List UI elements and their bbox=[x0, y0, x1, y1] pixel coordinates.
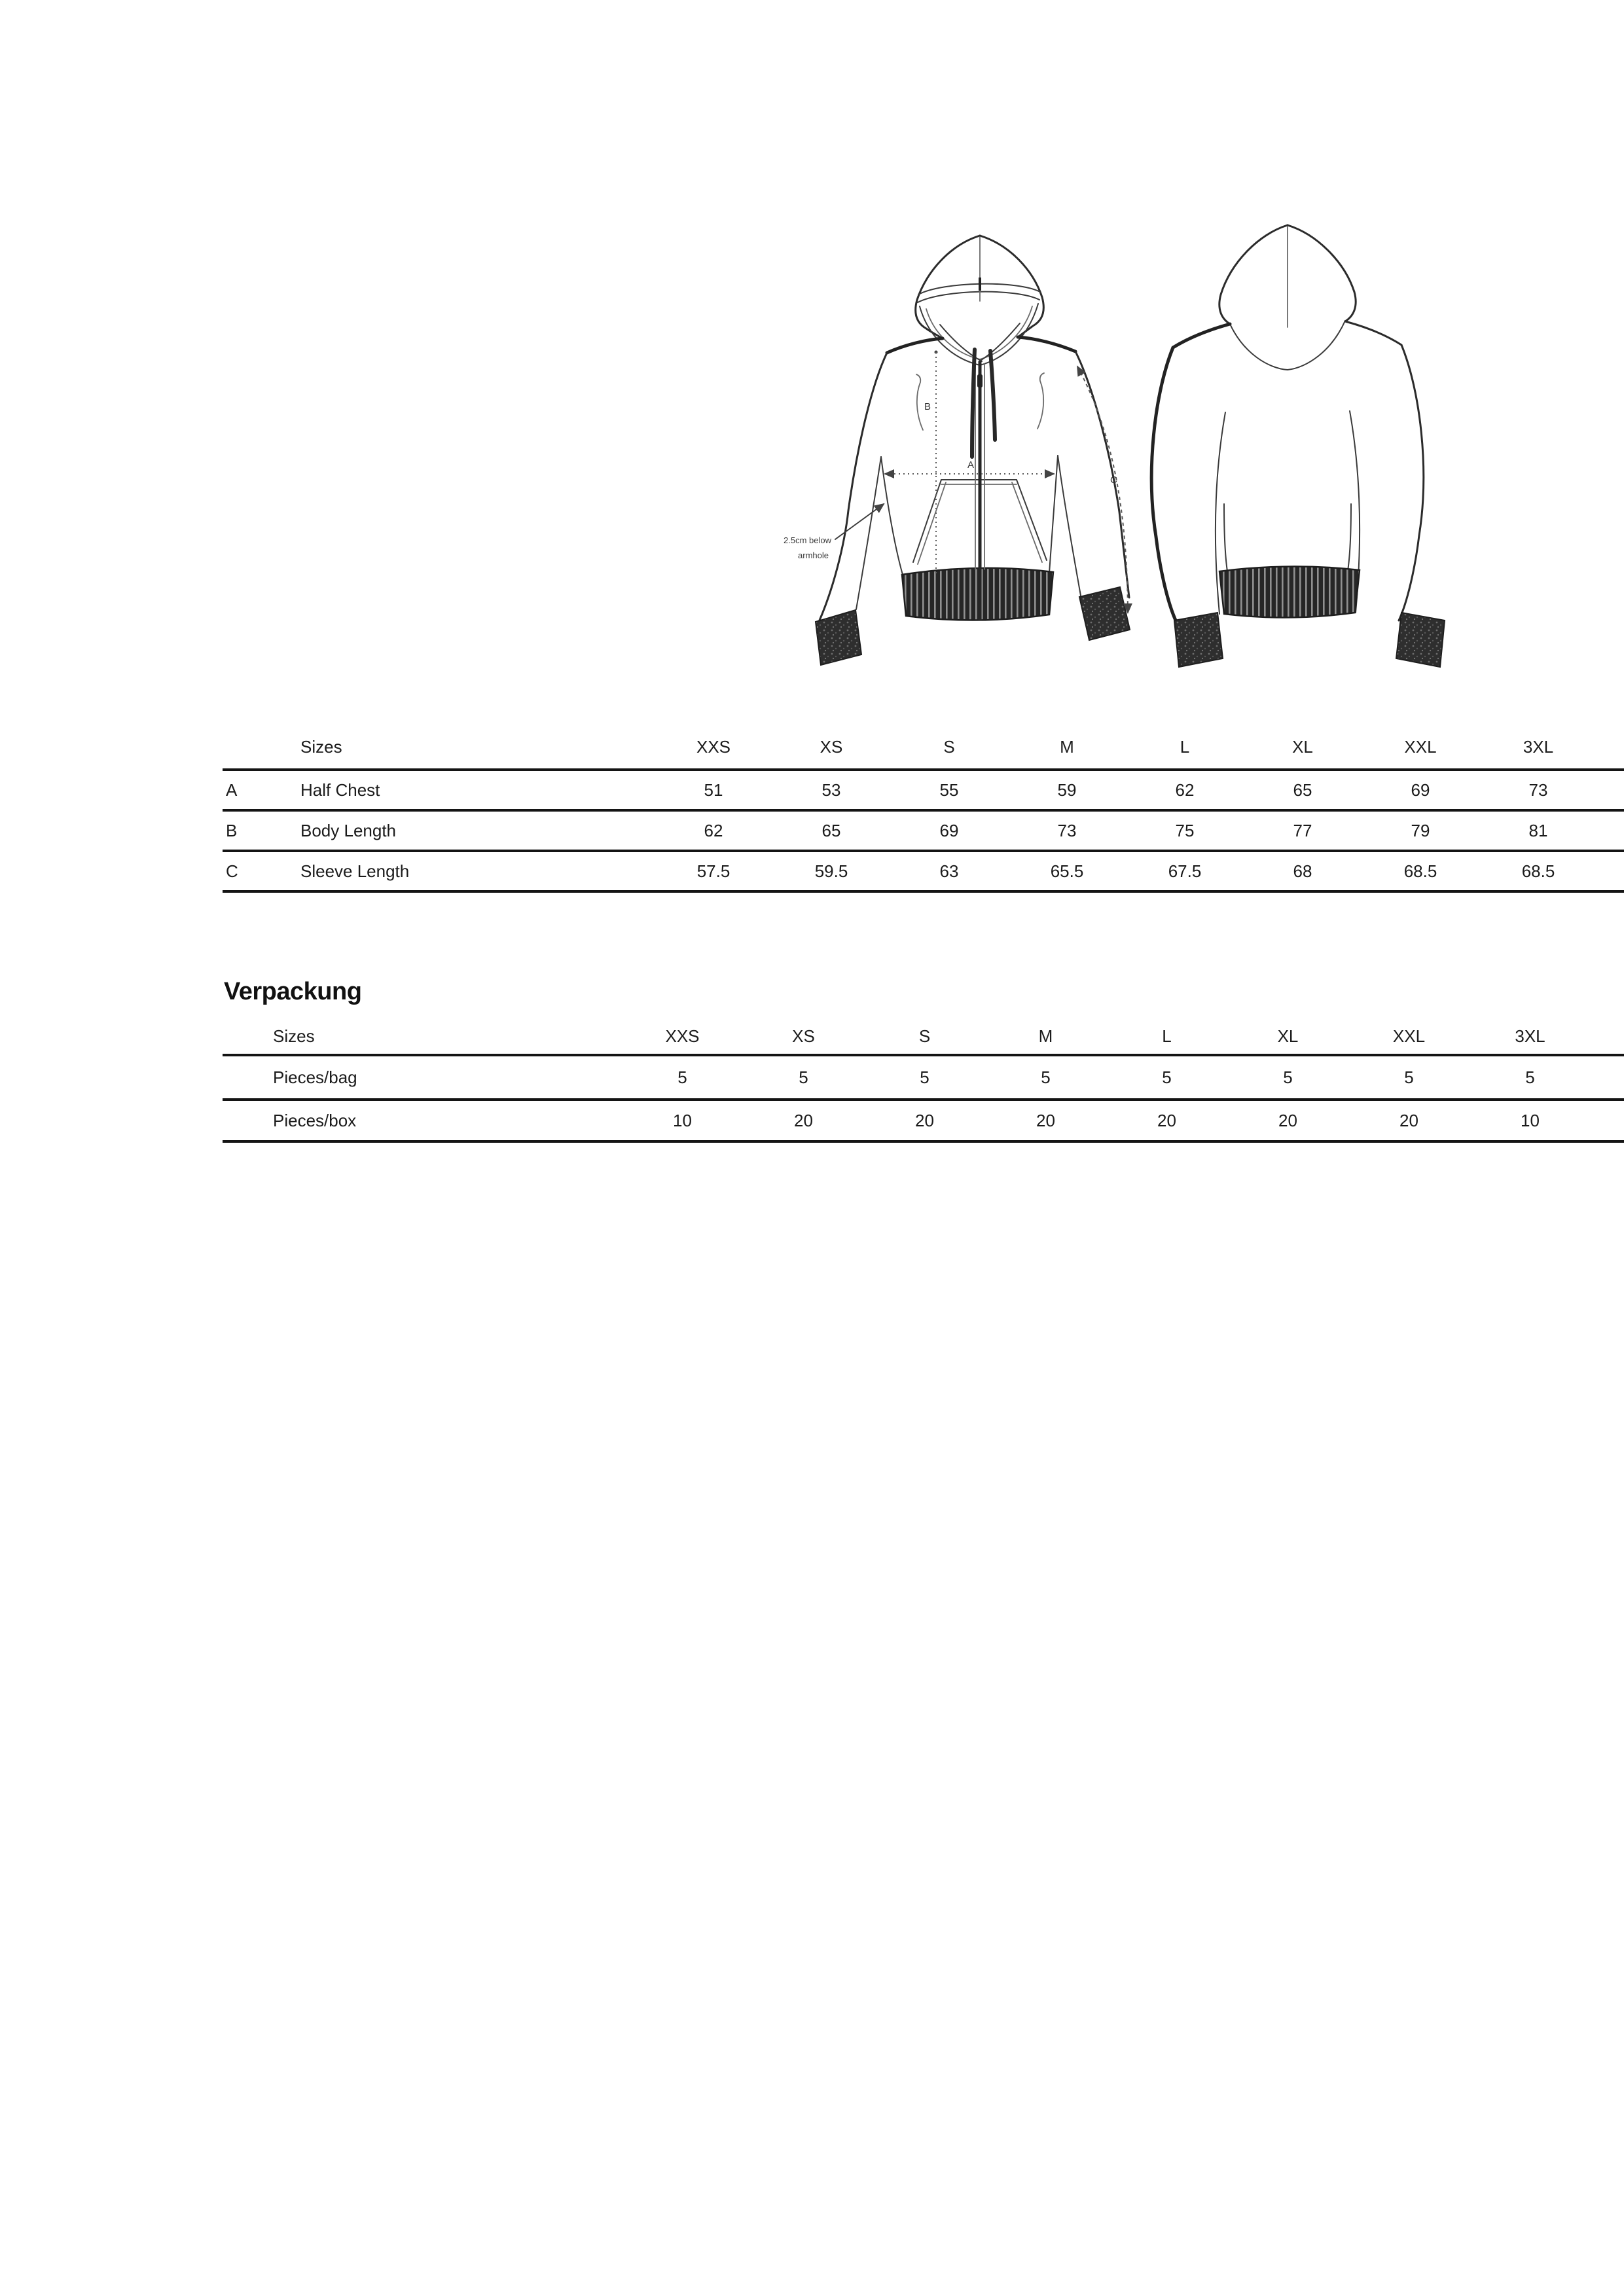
empty-cell bbox=[1597, 725, 1624, 770]
row-label: Pieces/bag bbox=[223, 1055, 622, 1100]
front-right-armhole-seam bbox=[1038, 373, 1044, 429]
cell-value: 68.5 bbox=[1479, 851, 1597, 891]
back-left-side-seam bbox=[1224, 504, 1227, 571]
cell-value: 57.5 bbox=[655, 851, 772, 891]
cell-value: 77 bbox=[1244, 810, 1362, 851]
table-row-half-chest bbox=[223, 770, 1624, 810]
size-col-header-xl: XL bbox=[1227, 1018, 1348, 1055]
front-left-armhole-seam bbox=[916, 374, 923, 430]
measure-line-a bbox=[885, 459, 1054, 474]
cell-value: 68 bbox=[1244, 851, 1362, 891]
sizes-header-label: Sizes bbox=[298, 725, 655, 770]
cell-value: 51 bbox=[655, 770, 772, 810]
cell-value: 65.5 bbox=[1008, 851, 1126, 891]
size-col-header-xxs: XXS bbox=[622, 1018, 743, 1055]
cell-value: 73 bbox=[1008, 810, 1126, 851]
right-drawcord bbox=[990, 351, 995, 440]
front-left-cuff bbox=[816, 610, 861, 665]
size-col-header-m: M bbox=[985, 1018, 1106, 1055]
sizes-header-label: Sizes bbox=[223, 1018, 622, 1055]
size-col-header-xl: XL bbox=[1244, 725, 1362, 770]
cell-value: 62 bbox=[1126, 770, 1244, 810]
row-label: Pieces/box bbox=[223, 1100, 622, 1141]
hoodie-front-view bbox=[784, 236, 1130, 665]
size-col-header-l: L bbox=[1126, 725, 1244, 770]
cell-value: 59.5 bbox=[772, 851, 890, 891]
packaging-section-title: Verpackung bbox=[224, 978, 362, 1005]
cell-value: 68.5 bbox=[1362, 851, 1479, 891]
back-right-side-seam bbox=[1348, 504, 1351, 571]
back-hem-ribbing bbox=[1219, 566, 1360, 617]
packaging-table-header-row bbox=[223, 1018, 1624, 1055]
row-letter: A bbox=[223, 770, 298, 810]
measure-line-c bbox=[1077, 367, 1128, 613]
front-right-side-seam bbox=[1049, 456, 1058, 573]
cell-value: 20 bbox=[864, 1100, 985, 1141]
cell-value: 73 bbox=[1479, 770, 1597, 810]
hoodie-technical-drawing bbox=[720, 196, 1506, 687]
size-col-header-l: L bbox=[1106, 1018, 1227, 1055]
cell-value: 5 bbox=[1348, 1055, 1470, 1100]
armhole-annotation-line2: armhole bbox=[798, 550, 829, 560]
cell-value: 59 bbox=[1008, 770, 1126, 810]
row-label: Body Length bbox=[298, 810, 655, 851]
back-left-cuff bbox=[1174, 613, 1223, 667]
front-right-shoulder-seam bbox=[1018, 337, 1075, 351]
cell-value: 5 bbox=[1106, 1055, 1227, 1100]
size-col-header-xxl: XXL bbox=[1362, 725, 1479, 770]
table-row-pieces-box bbox=[223, 1100, 1624, 1141]
measure-label-c: C bbox=[1110, 475, 1117, 486]
hood-front bbox=[916, 236, 1044, 365]
size-table-header-row bbox=[223, 725, 1624, 770]
front-hem-ribbing bbox=[902, 568, 1053, 620]
cell-value: 65 bbox=[772, 810, 890, 851]
cell-value: 20 bbox=[985, 1100, 1106, 1141]
cell-value: 67.5 bbox=[1126, 851, 1244, 891]
cell-value: 20 bbox=[1106, 1100, 1227, 1141]
measure-label-a: A bbox=[967, 459, 975, 471]
cell-value: 55 bbox=[890, 770, 1008, 810]
cell-value: 75 bbox=[1126, 810, 1244, 851]
size-col-header-xs: XS bbox=[772, 725, 890, 770]
cell-value: 10 bbox=[622, 1100, 743, 1141]
cell-value: 81 bbox=[1479, 810, 1597, 851]
cell-value: 20 bbox=[743, 1100, 864, 1141]
size-col-header-xxl: XXL bbox=[1348, 1018, 1470, 1055]
empty-cell bbox=[1591, 1100, 1624, 1141]
measure-label-b: B bbox=[924, 401, 931, 412]
row-label: Half Chest bbox=[298, 770, 655, 810]
size-col-header-xs: XS bbox=[743, 1018, 864, 1055]
armhole-annotation-line1: 2.5cm below bbox=[784, 535, 831, 545]
table-row-pieces-bag bbox=[223, 1055, 1624, 1100]
cell-value: 69 bbox=[890, 810, 1008, 851]
row-letter: C bbox=[223, 851, 298, 891]
cell-value: 20 bbox=[1227, 1100, 1348, 1141]
cell-value: 20 bbox=[1348, 1100, 1470, 1141]
left-drawcord bbox=[972, 350, 975, 457]
cell-value: 5 bbox=[1470, 1055, 1591, 1100]
empty-cell bbox=[1597, 851, 1624, 891]
cell-value: 79 bbox=[1362, 810, 1479, 851]
cell-value: 53 bbox=[772, 770, 890, 810]
cell-value: 69 bbox=[1362, 770, 1479, 810]
cell-value: 63 bbox=[890, 851, 1008, 891]
cell-value: 62 bbox=[655, 810, 772, 851]
size-col-header-s: S bbox=[864, 1018, 985, 1055]
row-label: Sleeve Length bbox=[298, 851, 655, 891]
size-col-header-m: M bbox=[1008, 725, 1126, 770]
size-col-header-3xl: 3XL bbox=[1470, 1018, 1591, 1055]
empty-cell bbox=[1597, 770, 1624, 810]
cell-value: 10 bbox=[1470, 1100, 1591, 1141]
empty-cell bbox=[1597, 810, 1624, 851]
hoodie-back-view bbox=[1151, 225, 1445, 667]
size-col-header-xxs: XXS bbox=[655, 725, 772, 770]
size-col-header-3xl: 3XL bbox=[1479, 725, 1597, 770]
zipper-pull bbox=[977, 374, 983, 387]
cell-value: 5 bbox=[622, 1055, 743, 1100]
cell-value: 5 bbox=[1227, 1055, 1348, 1100]
empty-cell bbox=[1591, 1018, 1624, 1055]
back-right-shoulder-seam bbox=[1345, 321, 1401, 345]
cell-value: 5 bbox=[985, 1055, 1106, 1100]
front-right-cuff bbox=[1079, 587, 1130, 640]
table-row-body-length bbox=[223, 810, 1624, 851]
size-col-header-s: S bbox=[890, 725, 1008, 770]
row-letter: B bbox=[223, 810, 298, 851]
empty-cell bbox=[1591, 1055, 1624, 1100]
hood-back bbox=[1219, 225, 1356, 370]
back-right-cuff bbox=[1396, 613, 1445, 667]
empty-cell bbox=[223, 725, 298, 770]
cell-value: 5 bbox=[743, 1055, 864, 1100]
back-left-shoulder-seam bbox=[1173, 324, 1230, 348]
packaging-table bbox=[223, 1018, 1624, 1143]
size-measurements-table bbox=[223, 725, 1624, 893]
cell-value: 5 bbox=[864, 1055, 985, 1100]
cell-value: 65 bbox=[1244, 770, 1362, 810]
front-left-shoulder-seam bbox=[887, 338, 943, 353]
table-row-sleeve-length bbox=[223, 851, 1624, 891]
